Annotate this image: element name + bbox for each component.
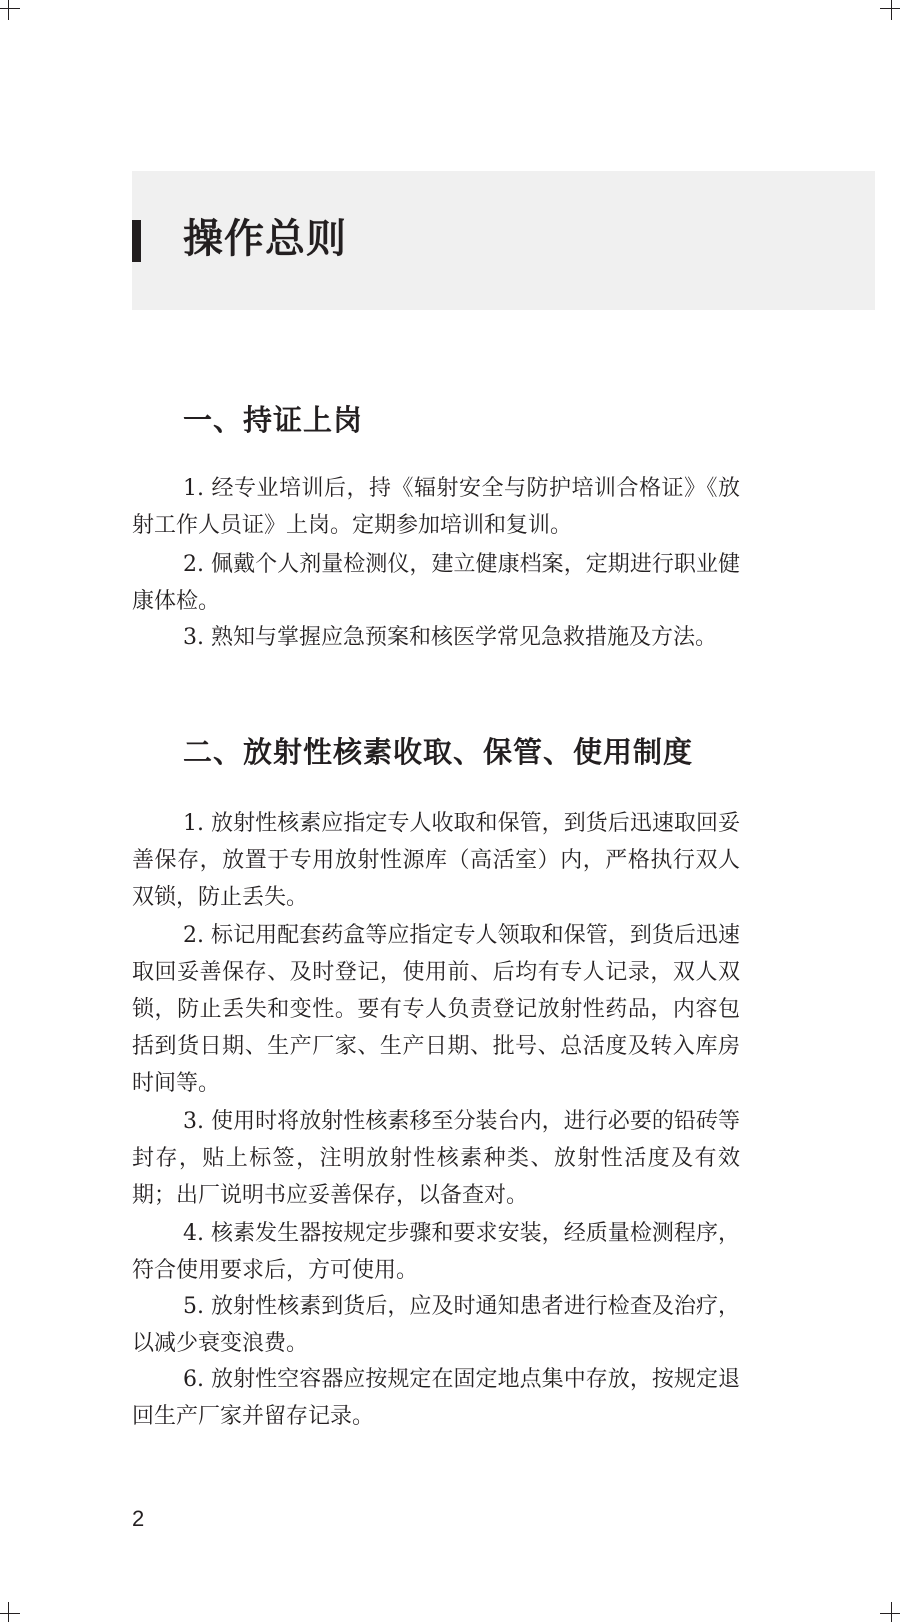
section-heading: 一、持证上岗 [183,403,364,437]
paragraph: 4. 核素发生器按规定步骤和要求安装，经质量检测程序，符合使用要求后，方可使用。 [132,1221,740,1283]
chapter-header [132,171,875,310]
crop-mark-bottom-right-v [891,1602,892,1622]
paragraph: 1. 放射性核素应指定专人收取和保管，到货后迅速取回妥善保存，放置于专用放射性源库（高活室）内，严格执行双人双锁，防止丢失。 [132,811,740,910]
crop-mark-top-right-v [891,0,892,20]
crop-mark-top-left-h [0,8,20,9]
paragraph: 6. 放射性空容器应按规定在固定地点集中存放，按规定退回生产厂家并留存记录。 [132,1367,740,1429]
chapter-title: 操作总则 [183,216,347,262]
paragraph: 3. 使用时将放射性核素移至分装台内，进行必要的铅砖等封存，贴上标签，注明放射性核素种类、放射性活度及有效期；出厂说明书应妥善保存，以备查对。 [132,1109,740,1208]
page-number: 2 [132,1506,145,1531]
crop-mark-top-left-v [8,0,9,20]
paragraph: 2. 标记用配套药盒等应指定专人领取和保管，到货后迅速取回妥善保存、及时登记，使用前、后均有专人记录，双人双锁，防止丢失和变性。要有专人负责登记放射性药品，内容包括到货日期、生产厂家、生产日期、批号、总活度及转入库房时间等。 [132,923,740,1096]
crop-mark-bottom-left-v [8,1602,9,1622]
section-heading: 二、放射性核素收取、保管、使用制度 [183,735,694,769]
crop-mark-bottom-right-h [880,1613,900,1614]
paragraph: 1. 经专业培训后，持《辐射安全与防护培训合格证》《放射工作人员证》上岗。定期参加培训和复训。 [132,476,740,538]
crop-mark-bottom-left-h [0,1613,20,1614]
paragraph: 3. 熟知与掌握应急预案和核医学常见急救措施及方法。 [183,625,717,650]
paragraph: 2. 佩戴个人剂量检测仪，建立健康档案，定期进行职业健康体检。 [132,552,740,614]
paragraph: 5. 放射性核素到货后，应及时通知患者进行检查及治疗，以减少衰变浪费。 [132,1294,740,1356]
chapter-accent-bar [132,220,141,262]
crop-mark-top-right-h [880,8,900,9]
